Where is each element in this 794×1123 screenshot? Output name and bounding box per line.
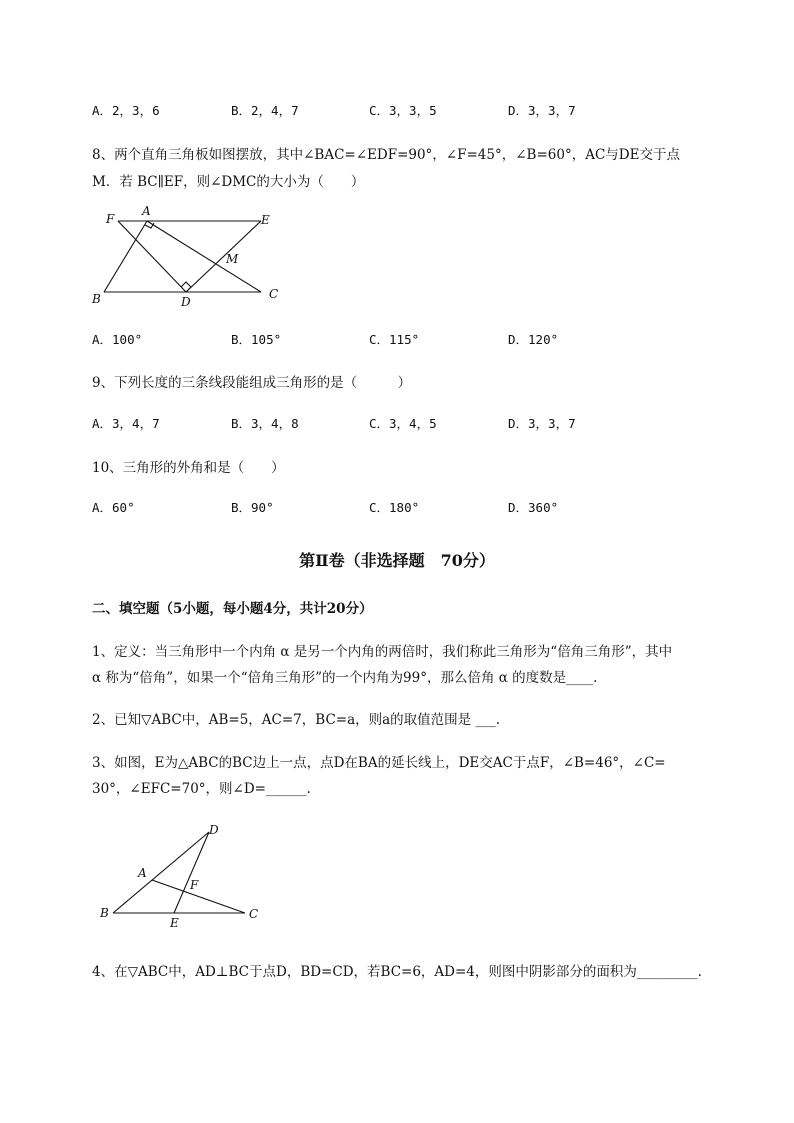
segment-ac (147, 221, 261, 292)
fill3-text-line2: 30°，∠EFC=70°，则∠D=______. (92, 781, 311, 797)
label-b: B (100, 906, 109, 920)
q8-options (92, 330, 712, 350)
q8-option-b: B．105° (231, 332, 282, 347)
q7-option-d: D．3，3，7 (508, 103, 576, 118)
fill1-text-line1: 1、定义：当三角形中一个内角 α 是另一个内角的两倍时，我们称此三角形为“倍角三角形”，其中 (92, 644, 673, 660)
label-d: D (181, 295, 191, 309)
q9-text: 9、下列长度的三条线段能组成三角形的是（ ） (92, 375, 412, 391)
label-d: D (209, 823, 219, 837)
segment-bd (113, 832, 209, 913)
segment-de (174, 832, 209, 913)
q8-text-line2: M．若 BC∥EF，则∠DMC的大小为（ ） (92, 174, 365, 190)
fill3-figure (95, 818, 275, 933)
q8-option-d: D．120° (508, 332, 559, 347)
q8-option-c: C．115° (369, 332, 420, 347)
right-angle-mark-a (145, 223, 154, 228)
q10-option-c: C．180° (369, 500, 420, 515)
segment-ed (186, 221, 261, 292)
label-c: C (249, 907, 259, 921)
section-title: 第Ⅱ卷（非选择题 70分） (299, 551, 495, 570)
q9-option-b: B．3，4，8 (231, 416, 299, 431)
label-a: A (138, 866, 147, 880)
segment-ac (152, 880, 245, 913)
label-b: B (92, 292, 101, 306)
label-f: F (106, 212, 115, 226)
part-title: 二、填空题（5小题，每小题4分，共计20分） (92, 601, 373, 617)
q10-text: 10、三角形的外角和是（ ） (92, 460, 285, 476)
label-m: M (226, 252, 239, 266)
q8-option-a: A．100° (92, 332, 143, 347)
q7-option-b: B．2，4，7 (231, 103, 299, 118)
q10-option-b: B．90° (231, 500, 274, 515)
q8-text-line1: 8、两个直角三角板如图摆放，其中∠BAC=∠EDF=90°，∠F=45°，∠B=60°，AC与DE交于点 (92, 147, 680, 163)
fill1-text-line2: α 称为“倍角”，如果一个“倍角三角形”的一个内角为99°，那么倍角 α 的度数是____. (92, 670, 598, 686)
q10-option-d: D．360° (508, 500, 559, 515)
label-e: E (261, 213, 270, 227)
segment-fd (118, 221, 186, 292)
label-a: A (142, 204, 151, 218)
q7-option-a: A．2，3，6 (92, 103, 160, 118)
label-c: C (269, 287, 279, 301)
q9-option-d: D．3，3，7 (508, 416, 576, 431)
q9-option-c: C．3，4，5 (369, 416, 437, 431)
right-angle-mark-d (181, 282, 191, 292)
label-f: F (190, 878, 199, 892)
q8-figure (85, 200, 305, 310)
segment-ba (104, 221, 147, 292)
label-e: E (170, 916, 179, 930)
q10-option-a: A．60° (92, 500, 135, 515)
q7-option-c: C．3，3，5 (369, 103, 437, 118)
q10-options (92, 498, 712, 518)
fill2-text: 2、已知▽ABC中，AB=5，AC=7，BC=a，则a的取值范围是 ___. (92, 712, 501, 728)
fill3-text-line1: 3、如图，E为△ABC的BC边上一点，点D在BA的延长线上，DE交AC于点F，∠B=46°，∠C= (92, 755, 666, 771)
q7-options (92, 101, 712, 121)
fill4-text: 4、在▽ABC中，AD⊥BC于点D，BD=CD，若BC=6，AD=4，则图中阴影部分的面积为_________. (92, 964, 702, 980)
q9-options (92, 414, 712, 434)
q9-option-a: A．3，4，7 (92, 416, 160, 431)
